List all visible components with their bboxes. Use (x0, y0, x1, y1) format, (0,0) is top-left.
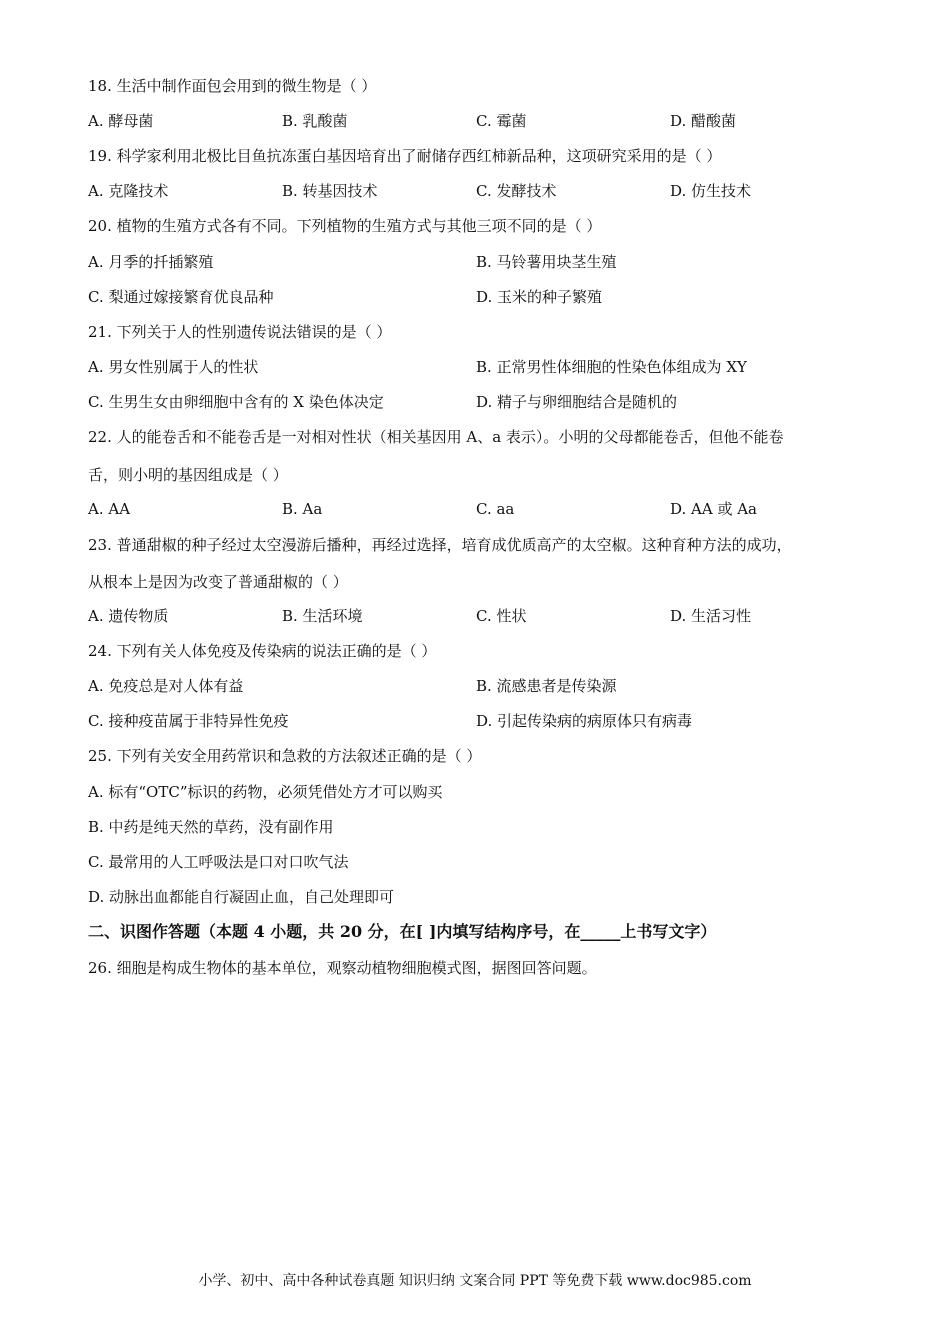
question-24-stem: 24. 下列有关人体免疫及传染病的说法正确的是（ ） (88, 642, 437, 660)
q19-option-d: D. 仿生技术 (670, 182, 752, 200)
q23-option-c: C. 性状 (476, 607, 527, 625)
page-footer: 小学、初中、高中各种试卷真题 知识归纳 文案合同 PPT 等免费下载 www.doc985.com (198, 1273, 752, 1289)
q19-option-c: C. 发酵技术 (476, 182, 557, 200)
q24-option-c: C. 接种疫苗属于非特异性免疫 (88, 712, 289, 730)
question-25-stem: 25. 下列有关安全用药常识和急救的方法叙述正确的是（ ） (88, 747, 482, 765)
q19-option-b: B. 转基因技术 (282, 182, 378, 200)
q22-option-d: D. AA 或 Aa (670, 500, 758, 518)
q22-option-b: B. Aa (282, 500, 323, 518)
q23-option-a: A. 遗传物质 (88, 607, 169, 625)
q22-option-a: A. AA (88, 500, 131, 518)
q20-option-b: B. 马铃薯用块茎生殖 (476, 253, 617, 271)
section-2-heading: 二、识图作答题（本题 4 小题，共 20 分，在[ ]内填写结构序号，在_____上书写文字） (88, 922, 717, 941)
question-26-stem: 26. 细胞是构成生物体的基本单位，观察动植物细胞模式图，据图回答问题。 (88, 959, 597, 977)
q25-option-b: B. 中药是纯天然的草药，没有副作用 (88, 818, 334, 836)
question-18-stem: 18. 生活中制作面包会用到的微生物是（ ） (88, 77, 377, 95)
q21-option-a: A. 男女性别属于人的性状 (88, 358, 259, 376)
question-20-stem: 20. 植物的生殖方式各有不同。下列植物的生殖方式与其他三项不同的是（ ） (88, 217, 602, 235)
q20-option-c: C. 梨通过嫁接繁育优良品种 (88, 288, 274, 306)
q25-option-d: D. 动脉出血都能自行凝固止血，自己处理即可 (88, 888, 395, 906)
question-22-stem-continued: 舌，则小明的基因组成是（ ） (88, 466, 288, 484)
q21-option-b: B. 正常男性体细胞的性染色体组成为 XY (476, 358, 747, 376)
q19-option-a: A. 克隆技术 (88, 182, 169, 200)
q18-option-d: D. 醋酸菌 (670, 112, 737, 130)
q18-option-b: B. 乳酸菌 (282, 112, 348, 130)
q22-option-c: C. aa (476, 500, 515, 518)
question-21-stem: 21. 下列关于人的性别遗传说法错误的是（ ） (88, 323, 392, 341)
q23-option-b: B. 生活环境 (282, 607, 363, 625)
q24-option-d: D. 引起传染病的病原体只有病毒 (476, 712, 693, 730)
q24-option-a: A. 免疫总是对人体有益 (88, 677, 244, 695)
question-22-stem: 22. 人的能卷舌和不能卷舌是一对相对性状（相关基因用 A、a 表示）。小明的父母都能卷舌，但他不能卷 (88, 428, 784, 446)
q25-option-c: C. 最常用的人工呼吸法是口对口吹气法 (88, 853, 349, 871)
q18-option-c: C. 霉菌 (476, 112, 527, 130)
question-23-stem: 23. 普通甜椒的种子经过太空漫游后播种，再经过选择，培育成优质高产的太空椒。这种育种方法的成功， (88, 536, 792, 554)
q20-option-a: A. 月季的扦插繁殖 (88, 253, 214, 271)
q25-option-a: A. 标有“OTC”标识的药物，必须凭借处方才可以购买 (88, 783, 443, 801)
q23-option-d: D. 生活习性 (670, 607, 752, 625)
question-23-stem-continued: 从根本上是因为改变了普通甜椒的（ ） (88, 573, 348, 591)
q18-option-a: A. 酵母菌 (88, 112, 154, 130)
q21-option-c: C. 生男生女由卵细胞中含有的 X 染色体决定 (88, 393, 384, 411)
q24-option-b: B. 流感患者是传染源 (476, 677, 617, 695)
question-19-stem: 19. 科学家利用北极比目鱼抗冻蛋白基因培育出了耐储存西红柿新品种，这项研究采用的是（ ） (88, 147, 722, 165)
q21-option-d: D. 精子与卵细胞结合是随机的 (476, 393, 678, 411)
q20-option-d: D. 玉米的种子繁殖 (476, 288, 603, 306)
